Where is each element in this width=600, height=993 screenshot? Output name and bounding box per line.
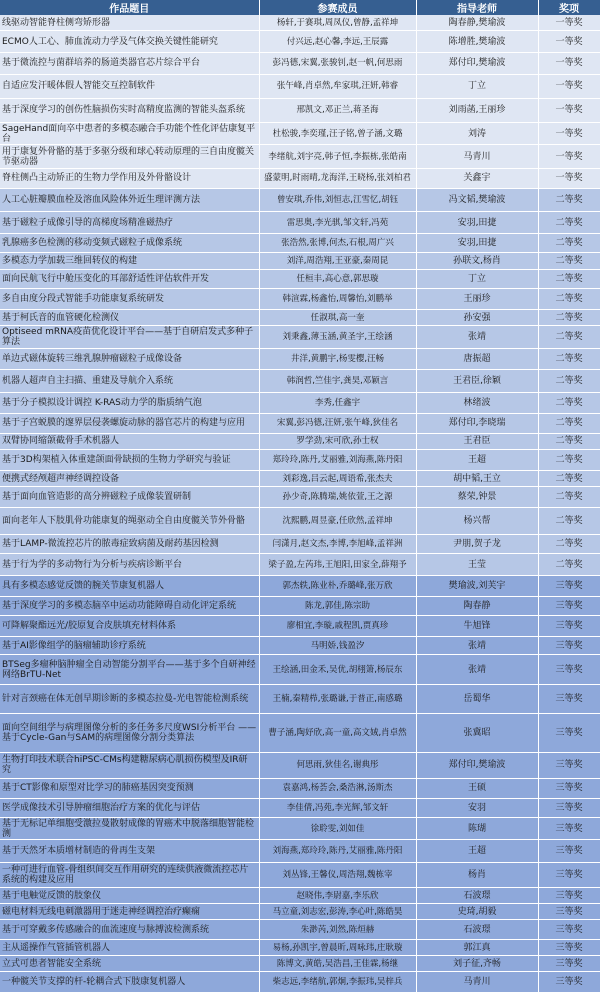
cell-title: 基于柯氏音的血管硬化检测仪: [0, 310, 259, 326]
cell-award: 三等奖: [538, 576, 600, 596]
cell-award: 三等奖: [538, 713, 600, 752]
cell-advisor: 刘涛: [416, 123, 538, 145]
cell-award: 二等奖: [538, 433, 600, 449]
cell-members: 刘海燕,郑玲玲,陈丹,艾丽雅,陈丹阳: [259, 840, 416, 862]
cell-award: 二等奖: [538, 189, 600, 212]
cell-advisor: 郭江真: [416, 940, 538, 956]
cell-advisor: 丁立: [416, 75, 538, 98]
cell-advisor: 安羽,田捷: [416, 233, 538, 252]
cell-advisor: 史琦,胡毅: [416, 904, 538, 920]
table-body: [0, 15, 600, 993]
cell-advisor: 安羽: [416, 798, 538, 817]
cell-members: 张午峰,肖卓然,牟家琪,汪妍,韩睿: [259, 75, 416, 98]
cell-advisor: 胡中韬,王立: [416, 471, 538, 487]
cell-advisor: 陶春静,樊瑜波: [416, 15, 538, 31]
cell-award: 三等奖: [538, 637, 600, 655]
table-row: [0, 233, 600, 252]
table-row: [0, 487, 600, 508]
cell-title: 基于行为学的多动物行为分析与疾病诊断平台: [0, 554, 259, 576]
cell-title: 多模态力学加载三维回转仪的构建: [0, 252, 259, 269]
cell-advisor: 丁立: [416, 269, 538, 288]
table-row: [0, 413, 600, 433]
cell-title: 脊柱侧凸主动矫正的生物力学作用及外骨骼设计: [0, 168, 259, 188]
cell-members: 宋翼,彭冯德,汪妍,张午峰,狄佳名: [259, 413, 416, 433]
cell-title: ECMO人工心、肺血流动力学及气体交换关键性能研究: [0, 31, 259, 52]
cell-members: 杨轩,于赛琪,周凤仪,曾静,孟祥坤: [259, 15, 416, 31]
cell-advisor: 刘子征,齐畅: [416, 956, 538, 972]
table-row: [0, 920, 600, 940]
table-row: [0, 348, 600, 369]
cell-members: 廖相宜,李璇,戚程凯,贾真珍: [259, 615, 416, 636]
cell-members: 马立童,刘志宏,彭涛,李心叶,陈皓昊: [259, 904, 416, 920]
cell-advisor: 尹朋,贺子龙: [416, 534, 538, 553]
cell-advisor: 岳蜀华: [416, 685, 538, 714]
cell-members: 刘洋,周浩翔,王亚豪,秦周昆: [259, 252, 416, 269]
cell-title: 面向老年人下肢肌骨功能康复的绳驱动全自由度髋关节外骨骼: [0, 508, 259, 535]
table-row: [0, 508, 600, 535]
cell-award: 二等奖: [538, 471, 600, 487]
cell-title: 医学成像技术引导肿瘤细胞治疗方案的优化与评估: [0, 798, 259, 817]
cell-advisor: 张靖: [416, 655, 538, 685]
cell-award: 二等奖: [538, 369, 600, 392]
table-row: [0, 940, 600, 956]
cell-members: 刘秉鑫,薄玉涵,黄圣宇,王绘涵: [259, 326, 416, 348]
table-row: [0, 15, 600, 31]
cell-award: 二等奖: [538, 326, 600, 348]
cell-title: 生物打印技术联合hiPSC-CMs构建糖尿病心肌损伤模型及IR研究: [0, 753, 259, 779]
cell-members: 赵晓伟,李尉嘉,李乐欣: [259, 888, 416, 904]
cell-advisor: 王君臣,徐颖: [416, 369, 538, 392]
cell-award: 一等奖: [538, 98, 600, 122]
cell-members: 杜松骏,李奕瑾,汪子铭,曾子涵,文璐: [259, 123, 416, 145]
cell-members: 沈熙鹏,周昱豪,任欣然,孟祥坤: [259, 508, 416, 535]
table-row: [0, 471, 600, 487]
cell-title: 单边式磁体旋转三维乳腺肿瘤磁粒子成像设备: [0, 348, 259, 369]
table-row: [0, 326, 600, 348]
cell-members: 邢凯文,邓正兰,蒋圣海: [259, 98, 416, 122]
cell-title: 基于LAMP-微流控芯片的脓毒症致病菌及耐药基因检测: [0, 534, 259, 553]
cell-award: 二等奖: [538, 310, 600, 326]
cell-award: 二等奖: [538, 252, 600, 269]
cell-members: 曾安琪,乔伟,刘恒志,江雪忆,胡钰: [259, 189, 416, 212]
cell-members: 袁嘉鸿,杨荟会,桑浩淋,汤斯杰: [259, 778, 416, 798]
table-row: [0, 685, 600, 714]
header-title: 作品题目: [0, 0, 259, 15]
cell-award: 二等奖: [538, 487, 600, 508]
cell-title: 一种可进行血管-骨组织间交互作用研究的连续供液微流控芯片系统的构建及应用: [0, 862, 259, 888]
header-row: [0, 0, 600, 15]
cell-award: 一等奖: [538, 15, 600, 31]
cell-members: 任淑琪,高一奎: [259, 310, 416, 326]
cell-title: 线驱动智能脊柱侧弯矫形器: [0, 15, 259, 31]
cell-advisor: 石波璟: [416, 920, 538, 940]
table-row: [0, 212, 600, 233]
cell-award: 三等奖: [538, 920, 600, 940]
cell-advisor: 石波璟: [416, 888, 538, 904]
cell-title: 立式可患者智能安全系统: [0, 956, 259, 972]
cell-award: 三等奖: [538, 615, 600, 636]
cell-advisor: 张冀昭: [416, 713, 538, 752]
cell-award: 二等奖: [538, 534, 600, 553]
cell-award: 一等奖: [538, 168, 600, 188]
cell-title: 基于磁粒子成像引导的高梯度场精准磁热疗: [0, 212, 259, 233]
cell-award: 二等奖: [538, 449, 600, 470]
cell-advisor: 关鑫宇: [416, 168, 538, 188]
cell-title: 基于电触觉反馈的肢象仪: [0, 888, 259, 904]
cell-title: 可降解聚酯远光/胶原复合皮肤填充材料体系: [0, 615, 259, 636]
cell-members: 井洋,黄鹏宇,杨雯樱,汪畅: [259, 348, 416, 369]
cell-advisor: 王硕: [416, 778, 538, 798]
cell-title: 一种髋关节支撑的杆-轮耦合式下肢康复机器人: [0, 972, 259, 993]
cell-members: 徐聆雯,刘如佳: [259, 818, 416, 840]
cell-members: 何思雨,狄佳名,谢典彤: [259, 753, 416, 779]
table-row: [0, 98, 600, 122]
cell-members: 彭冯德,宋翼,张骏钊,赵一帆,何思雨: [259, 52, 416, 74]
cell-advisor: 陶春静: [416, 596, 538, 615]
cell-members: 付兴远,赵心馨,李远,王辰露: [259, 31, 416, 52]
cell-award: 三等奖: [538, 818, 600, 840]
cell-title: 主从遥操作气管插管机器人: [0, 940, 259, 956]
cell-advisor: 王超: [416, 449, 538, 470]
cell-advisor: 樊瑜波,刘芙宇: [416, 576, 538, 596]
cell-title: 面向民航飞行中舱压变化的耳部舒适性评估软件开发: [0, 269, 259, 288]
table-row: [0, 972, 600, 993]
cell-members: 郭杰轶,陈业朴,乔璐峰,张万欣: [259, 576, 416, 596]
cell-title: 自适应发汗暖体假人智能交互控制软件: [0, 75, 259, 98]
cell-award: 二等奖: [538, 554, 600, 576]
cell-award: 三等奖: [538, 798, 600, 817]
cell-members: 刘丛锋,王馨仪,周浩翔,魏栋宰: [259, 862, 416, 888]
cell-members: 刘彩逸,吕云起,周语希,张杰夫: [259, 471, 416, 487]
table-row: [0, 862, 600, 888]
cell-title: Optiseed mRNA疫苗优化设计平台——基于自研启发式多种子算法: [0, 326, 259, 348]
cell-advisor: 牛旭锋: [416, 615, 538, 636]
cell-advisor: 孙安强: [416, 310, 538, 326]
cell-advisor: 刘雨菡,王丽珍: [416, 98, 538, 122]
cell-members: 张浩然,张博,何杰,石根,周广兴: [259, 233, 416, 252]
cell-members: 李佳倩,冯苑,李光辉,邹文轩: [259, 798, 416, 817]
cell-title: 基于天然牙本质增材制造的骨再生支架: [0, 840, 259, 862]
cell-title: 基于可穿戴多传感融合的血流速度与脉搏波检测系统: [0, 920, 259, 940]
cell-title: 基于面向血管造影的高分辨磁粒子成像装置研制: [0, 487, 259, 508]
cell-award: 三等奖: [538, 753, 600, 779]
table-row: [0, 310, 600, 326]
table-row: [0, 269, 600, 288]
cell-advisor: 陈瑚: [416, 818, 538, 840]
table-row: [0, 956, 600, 972]
cell-advisor: 陈增胜,樊瑜波: [416, 31, 538, 52]
header-advisor: 指导老师: [416, 0, 538, 15]
cell-advisor: 张靖: [416, 637, 538, 655]
cell-advisor: 唐振超: [416, 348, 538, 369]
table-row: [0, 596, 600, 615]
cell-advisor: 王君臣: [416, 433, 538, 449]
table-row: [0, 168, 600, 188]
cell-award: 二等奖: [538, 269, 600, 288]
table-row: [0, 252, 600, 269]
cell-advisor: 郑付印,李晓瑞: [416, 413, 538, 433]
cell-title: 人工心脏瓣膜血栓及溶血风险体外近生理评测方法: [0, 189, 259, 212]
table-row: [0, 655, 600, 685]
table-row: [0, 449, 600, 470]
cell-members: 易杨,孙凯宇,曾晨昕,周咏玮,庄耿璇: [259, 940, 416, 956]
cell-members: 李绪航,刘宇亮,韩子恒,李振栋,张皓南: [259, 145, 416, 168]
cell-award: 三等奖: [538, 888, 600, 904]
table-row: [0, 753, 600, 779]
cell-award: 二等奖: [538, 289, 600, 310]
cell-members: 陈博文,黄皓,吴浩昌,王佳霖,杨继: [259, 956, 416, 972]
cell-advisor: 王超: [416, 840, 538, 862]
cell-title: 基于分子模拟设计调控 K-RAS动力学的脂质纳气泡: [0, 393, 259, 413]
cell-advisor: 林绪波: [416, 393, 538, 413]
cell-award: 三等奖: [538, 862, 600, 888]
cell-award: 二等奖: [538, 348, 600, 369]
table-row: [0, 637, 600, 655]
table-row: [0, 888, 600, 904]
cell-award: 一等奖: [538, 145, 600, 168]
table-row: [0, 369, 600, 392]
cell-award: 二等奖: [538, 413, 600, 433]
cell-advisor: 冯文韬,樊瑜波: [416, 189, 538, 212]
cell-title: 双臂协同缩颌截骨手术机器人: [0, 433, 259, 449]
cell-title: BTSeg多瘤种脑肿瘤全自动智能分割平台——基于多个自研神经网络BrTU-Net: [0, 655, 259, 685]
cell-award: 三等奖: [538, 956, 600, 972]
cell-members: 任桓丰,高心意,郭思璇: [259, 269, 416, 288]
cell-advisor: 张靖: [416, 326, 538, 348]
cell-members: 韩渲霖,杨鑫怡,周馨怡,刘鹏举: [259, 289, 416, 310]
cell-title: 用于康复外骨骼的基于多驱分级和球心转动原理的三自由度髋关节驱动器: [0, 145, 259, 168]
cell-title: 面向空间组学与病理图像分析的多任务多尺度WSI分析平台 ——基于Cycle-Gan与SAM的病理图像分割分类算法: [0, 713, 259, 752]
cell-title: 基于深度学习的创伤性脑损伤实时高精度监测的智能头盔系统: [0, 98, 259, 122]
header-members: 参赛成员: [259, 0, 416, 15]
cell-advisor: 郑付印,樊瑜波: [416, 52, 538, 74]
cell-members: 罗学劲,宋可欣,孙士权: [259, 433, 416, 449]
cell-advisor: 孙联文,杨肖: [416, 252, 538, 269]
table-row: [0, 798, 600, 817]
cell-award: 二等奖: [538, 233, 600, 252]
cell-title: 基于深度学习的多模态脑卒中运动功能障碍自动化评定系统: [0, 596, 259, 615]
table-row: [0, 778, 600, 798]
cell-title: 基于AI影像组学的脑瘤辅助诊疗系统: [0, 637, 259, 655]
cell-award: 一等奖: [538, 75, 600, 98]
table-row: [0, 52, 600, 74]
table-row: [0, 615, 600, 636]
cell-title: 磁电材料无线电刺激器用于迷走神经调控治疗癫痫: [0, 904, 259, 920]
cell-advisor: 马青川: [416, 972, 538, 993]
cell-title: 基于微流控与菌群培养的肠道类器官芯片综合平台: [0, 52, 259, 74]
table-row: [0, 75, 600, 98]
cell-advisor: 王莹: [416, 554, 538, 576]
cell-award: 三等奖: [538, 596, 600, 615]
cell-title: SageHand面向卒中患者的多模态融合手功能个性化评估康复平台: [0, 123, 259, 145]
cell-title: 基于子宫蜕膜的邃界层侵袭螺旋动脉的器官芯片的构建与应用: [0, 413, 259, 433]
table-row: [0, 840, 600, 862]
cell-title: 具有多模态感觉反馈的腕关节康复机器人: [0, 576, 259, 596]
cell-advisor: 杨肖: [416, 862, 538, 888]
cell-title: 针对言颈癌在体无创早期诊断的多模态拉曼-光电智能检测系统: [0, 685, 259, 714]
cell-award: 三等奖: [538, 904, 600, 920]
cell-members: 梁子盈,左芮玮,王旭阳,田家全,薛翔予: [259, 554, 416, 576]
cell-members: 李秀,任鑫宇: [259, 393, 416, 413]
cell-members: 曹子涵,陶妤欣,高一童,高文娀,肖卓然: [259, 713, 416, 752]
cell-title: 基于CT影像和原型对比学习的肺癌基因突变预测: [0, 778, 259, 798]
cell-members: 朱渺芮,刘然,陈烜赫: [259, 920, 416, 940]
cell-members: 盛蒙明,时雨晴,龙海洋,王晓杨,张刘柏君: [259, 168, 416, 188]
cell-award: 三等奖: [538, 778, 600, 798]
cell-title: 多自由度分段式智能手功能康复系统研发: [0, 289, 259, 310]
table-row: [0, 713, 600, 752]
cell-members: 闫潇月,赵文杰,李博,李旭峰,孟祥洲: [259, 534, 416, 553]
cell-advisor: 杨兴帮: [416, 508, 538, 535]
cell-title: 乳腺癌多色检测的移动变频式磁粒子成像系统: [0, 233, 259, 252]
table-row: [0, 818, 600, 840]
cell-advisor: 郑付印,樊瑜波: [416, 753, 538, 779]
cell-members: 王楠,秦精栉,张璐谦,于普正,南感璐: [259, 685, 416, 714]
cell-title: 机器人超声自主扫描、重建及导航介入系统: [0, 369, 259, 392]
cell-award: 三等奖: [538, 685, 600, 714]
cell-title: 便携式经颅超声神经调控设备: [0, 471, 259, 487]
cell-members: 陈龙,郭佳,陈宗助: [259, 596, 416, 615]
cell-advisor: 马青川: [416, 145, 538, 168]
table-row: [0, 123, 600, 145]
cell-advisor: 蔡荣,钟景: [416, 487, 538, 508]
cell-award: 三等奖: [538, 940, 600, 956]
cell-award: 二等奖: [538, 508, 600, 535]
table-row: [0, 534, 600, 553]
cell-advisor: 王丽珍: [416, 289, 538, 310]
cell-award: 三等奖: [538, 840, 600, 862]
table-row: [0, 145, 600, 168]
cell-members: 王绘涵,田金禾,吴优,胡栩箫,杨辰东: [259, 655, 416, 685]
table-row: [0, 576, 600, 596]
cell-members: 马明娇,钱盈汐: [259, 637, 416, 655]
table-row: [0, 289, 600, 310]
cell-members: 柴志远,李绪航,郭炯,李振玮,吴梓兵: [259, 972, 416, 993]
table-row: [0, 433, 600, 449]
cell-award: 一等奖: [538, 123, 600, 145]
cell-award: 一等奖: [538, 52, 600, 74]
cell-advisor: 安羽,田捷: [416, 212, 538, 233]
cell-award: 二等奖: [538, 212, 600, 233]
table-header: [0, 0, 600, 15]
table-row: [0, 554, 600, 576]
table-row: [0, 393, 600, 413]
cell-title: 基于3D构架植入体重建颌面骨缺损的生物力学研究与验证: [0, 449, 259, 470]
table-row: [0, 31, 600, 52]
cell-members: 孙少奇,陈腾瑞,姚依萱,王之源: [259, 487, 416, 508]
cell-award: 二等奖: [538, 393, 600, 413]
cell-members: 韩润哲,竺佳宇,龚昊,邓颖言: [259, 369, 416, 392]
cell-members: 郑玲玲,陈丹,艾丽雅,刘海燕,陈丹阳: [259, 449, 416, 470]
cell-award: 三等奖: [538, 655, 600, 685]
cell-award: 三等奖: [538, 972, 600, 993]
table-row: [0, 189, 600, 212]
cell-members: 雷思奥,李光骐,邹文轩,冯苑: [259, 212, 416, 233]
header-award: 奖项: [538, 0, 600, 15]
table-row: [0, 904, 600, 920]
cell-award: 一等奖: [538, 31, 600, 52]
cell-title: 基于无标记单细胞受激拉曼散射成像的胃癌术中脱落细胞智能检测: [0, 818, 259, 840]
